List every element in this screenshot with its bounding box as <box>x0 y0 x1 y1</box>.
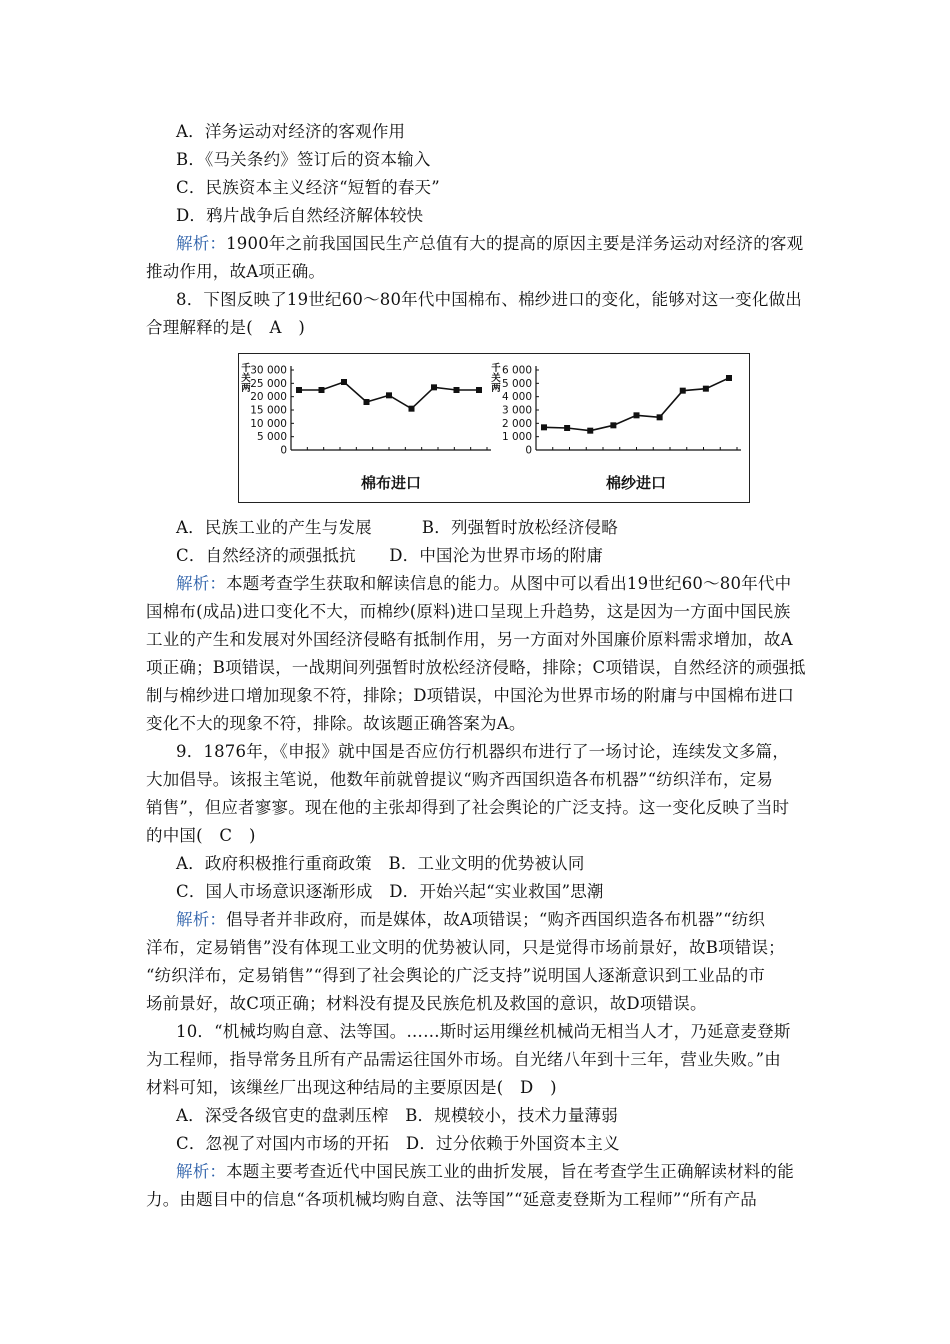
q7-option-b: B．《马关条约》签订后的资本输入 <box>176 150 431 169</box>
cotton-yarn-series-line <box>544 378 729 431</box>
cotton-yarn-data-point <box>703 386 709 392</box>
q9-analysis-label: 解析： <box>176 910 227 929</box>
q9-analysis-line-1: 解析：倡导者并非政府，而是媒体，故A项错误；“购齐西国织造各布机器”“纺织 <box>176 910 766 929</box>
cotton-yarn-y-tick-label: 2 000 <box>501 417 532 430</box>
q9-analysis-line-3: “纺织洋布，定易销售”“得到了社会舆论的广泛支持”说明国人逐渐意识到工业品的市 <box>146 966 766 985</box>
q8-analysis-line-5: 制与棉纱进口增加现象不符，排除；D项错误，中国沦为世界市场的附庸与中国棉布进口 <box>146 686 795 705</box>
q9-stem-line-3: 销售”，但应者寥寥。现在他的主张却得到了社会舆论的广泛支持。这一变化反映了当时 <box>146 798 790 817</box>
cotton-cloth-data-point <box>319 387 325 393</box>
cotton-cloth-y-tick-label: 20 000 <box>250 391 287 404</box>
cotton-cloth-y-tick-label: 0 <box>280 444 287 457</box>
q7-option-a: A．洋务运动对经济的客观作用 <box>176 122 406 141</box>
cotton-yarn-y-label-char: 两 <box>491 383 501 394</box>
q10-analysis-label: 解析： <box>176 1162 227 1181</box>
cotton-yarn-data-point <box>541 424 547 430</box>
q9-stem-line-2: 大加倡导。该报主笔说，他数年前就曾提议“购齐西国织造各布机器”“纺织洋布，定易 <box>146 770 774 789</box>
cotton-cloth-y-tick-label: 10 000 <box>250 417 287 430</box>
cotton-cloth-data-point <box>431 384 437 390</box>
cotton-cloth-y-tick-label: 15 000 <box>250 404 287 417</box>
cotton-yarn-data-point <box>564 425 570 431</box>
cotton-yarn-data-point <box>634 412 640 418</box>
q10-stem-line-1: 10．“机械均购自意、法等国。……斯时运用缫丝机械尚无相当人才，乃延意麦登斯 <box>176 1022 791 1041</box>
cotton-yarn-data-point <box>610 422 616 428</box>
q10-stem-line-3: 材料可知，该缫丝厂出现这种结局的主要原因是( D ) <box>146 1078 557 1097</box>
cotton-cloth-data-point <box>476 387 482 393</box>
q9-stem-line-4: 的中国( C ) <box>146 826 256 845</box>
q8-options-line-1: A．民族工业的产生与发展 B．列强暂时放松经济侵略 <box>176 518 618 537</box>
cotton-cloth-data-point <box>454 387 460 393</box>
q8-analysis-line-6: 变化不大的现象不符，排除。故该题正确答案为A。 <box>146 714 526 733</box>
cotton-yarn-y-tick-label: 3 000 <box>501 404 532 417</box>
q8-analysis-label: 解析： <box>176 574 227 593</box>
cotton-cloth-y-tick-label: 5 000 <box>256 431 287 444</box>
cotton-yarn-data-point <box>587 428 593 434</box>
cotton-cloth-data-point <box>364 399 370 405</box>
cotton-yarn-chart-title: 棉纱进口 <box>605 474 667 492</box>
q10-stem-line-2: 为工程师，指导常务且所有产品需运往国外市场。自光绪八年到十三年，营业失败。”由 <box>146 1050 781 1069</box>
q9-analysis-line-2: 洋布，定易销售”没有体现工业文明的优势被认同，只是觉得市场前景好，故B项错误； <box>146 938 785 957</box>
cotton-cloth-chart-title: 棉布进口 <box>360 474 422 492</box>
cotton-cloth-y-tick-label: 30 000 <box>250 364 287 377</box>
cotton-cloth-y-tick-label: 25 000 <box>250 377 287 390</box>
q9-stem-line-1: 9．1876年，《申报》就中国是否应仿行机器织布进行了一场讨论，连续发文多篇， <box>176 742 790 761</box>
q7-analysis-line-1: 解析：1900年之前我国国民生产总值有大的提高的原因主要是洋务运动对经济的客观 <box>176 234 804 253</box>
cotton-yarn-y-label-char: 千 <box>491 363 501 374</box>
q9-options-line-1: A．政府积极推行重商政策 B．工业文明的优势被认同 <box>176 854 585 873</box>
cotton-yarn-y-tick-label: 1 000 <box>501 431 532 444</box>
cotton-cloth-data-point <box>386 392 392 398</box>
cotton-yarn-data-point <box>726 375 732 381</box>
cotton-yarn-y-tick-label: 4 000 <box>501 391 532 404</box>
q8-analysis-line-4: 项正确；B项错误，一战期间列强暂时放松经济侵略，排除；C项错误，自然经济的顽强抵 <box>146 658 806 677</box>
q7-analysis-line-2: 推动作用，故A项正确。 <box>146 262 326 281</box>
cotton-cloth-y-label-char: 关 <box>241 373 251 384</box>
q10-options-line-1: A．深受各级官吏的盘剥压榨 B．规模较小，技术力量薄弱 <box>176 1106 618 1125</box>
cotton-yarn-data-point <box>680 388 686 394</box>
cotton-cloth-data-point <box>296 387 302 393</box>
cotton-yarn-y-tick-label: 6 000 <box>501 364 532 377</box>
cotton-yarn-y-label-char: 关 <box>491 373 501 384</box>
q7-option-c: C．民族资本主义经济“短暂的春天” <box>176 178 440 197</box>
cotton-cloth-data-point <box>341 379 347 385</box>
q7-analysis-label: 解析： <box>176 234 227 253</box>
cotton-cloth-data-point <box>409 406 415 412</box>
import-charts-figure <box>238 353 750 503</box>
q8-stem-line-2: 合理解释的是( A ) <box>146 318 305 337</box>
q9-options-line-2: C．国人市场意识逐渐形成 D．开始兴起“实业救国”思潮 <box>176 882 604 901</box>
q8-stem-line-1: 8．下图反映了19世纪60～80年代中国棉布、棉纱进口的变化，能够对这一变化做出 <box>176 290 802 309</box>
q8-analysis-line-1: 解析：本题考查学生获取和解读信息的能力。从图中可以看出19世纪60～80年代中 <box>176 574 792 593</box>
q10-analysis-line-1: 解析：本题主要考查近代中国民族工业的曲折发展，旨在考查学生正确解读材料的能 <box>176 1162 794 1181</box>
cotton-yarn-data-point <box>657 414 663 420</box>
cotton-yarn-y-tick-label: 0 <box>525 444 532 457</box>
cotton-yarn-y-tick-label: 5 000 <box>501 377 532 390</box>
import-charts-svg <box>239 354 748 501</box>
q10-options-line-2: C．忽视了对国内市场的开拓 D．过分依赖于外国资本主义 <box>176 1134 620 1153</box>
q7-option-d: D．鸦片战争后自然经济解体较快 <box>176 206 424 225</box>
cotton-cloth-y-label-char: 两 <box>241 383 251 394</box>
cotton-cloth-y-label-char: 千 <box>241 363 251 374</box>
q8-analysis-line-3: 工业的产生和发展对外国经济侵略有抵制作用，另一方面对外国廉价原料需求增加，故A <box>146 630 793 649</box>
q8-options-line-2: C．自然经济的顽强抵抗 D．中国沦为世界市场的附庸 <box>176 546 604 565</box>
q8-analysis-line-2: 国棉布(成品)进口变化不大，而棉纱(原料)进口呈现上升趋势，这是因为一方面中国民族 <box>146 602 791 621</box>
q9-analysis-line-4: 场前景好，故C项正确；材料没有提及民族危机及救国的意识，故D项错误。 <box>146 994 707 1013</box>
q10-analysis-line-2: 力。由题目中的信息“各项机械均购自意、法等国”“延意麦登斯为工程师”“所有产品 <box>146 1190 757 1209</box>
